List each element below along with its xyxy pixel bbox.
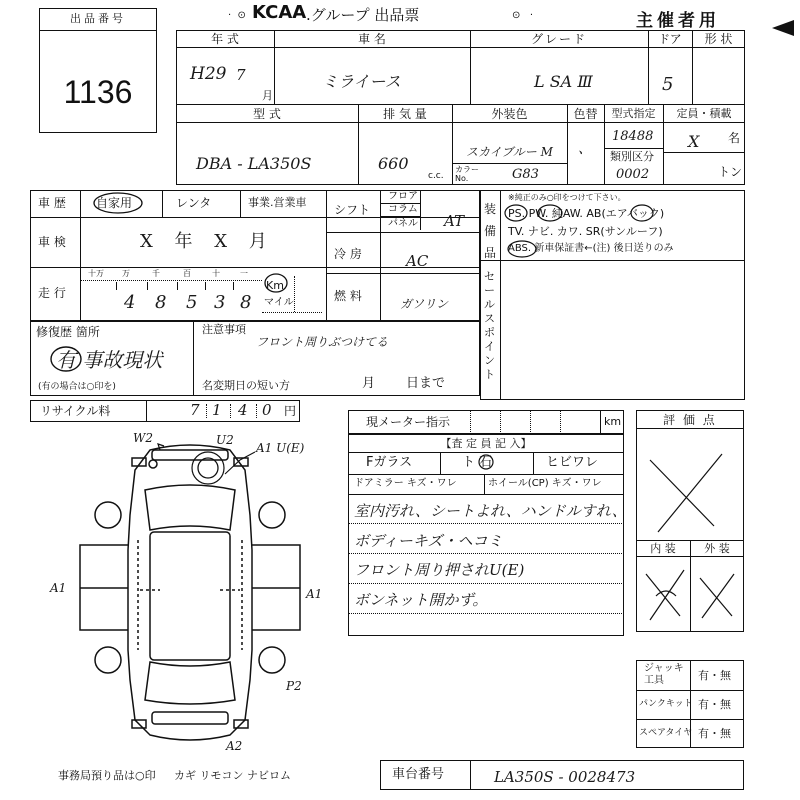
- type-label: 型 式: [253, 107, 281, 121]
- chassis-label: 車台番号: [392, 767, 445, 782]
- chassis-value: LA350S - 0028473: [494, 768, 636, 786]
- equipment-circles: [500, 200, 680, 260]
- color-change-value: 、: [578, 141, 592, 157]
- chip-label: ト 石: [462, 455, 493, 470]
- tons-unit: トン: [718, 165, 743, 179]
- equipment-line2: TV. ナビ. カワ. SR(サンルーフ): [508, 225, 663, 238]
- header-title: .グループ 出品票: [306, 6, 420, 24]
- organizer-label: 主催者用: [636, 11, 720, 31]
- shape-label: 形 状: [704, 32, 733, 46]
- history-label: 車 歴: [38, 196, 66, 210]
- chip-circle: [476, 452, 496, 472]
- diagram-mark-w2: W2: [133, 431, 153, 445]
- mirror-label: ドアミラー キズ・ワレ: [354, 478, 457, 489]
- diagram-mark-a1-ue: A1 U(E): [256, 441, 305, 455]
- meter-label: 現メーター指示: [366, 415, 451, 429]
- header-logo: KCAA: [252, 2, 307, 23]
- shift-column: コラム: [388, 204, 418, 215]
- history-private: 自家用: [96, 196, 133, 210]
- exterior-label: 外 装: [704, 542, 730, 555]
- crack-label: ヒビワレ: [546, 455, 599, 470]
- diagram-mark-u2: U2: [216, 433, 234, 447]
- color-value: スカイブルー M: [466, 145, 553, 159]
- comment-line-3: フロント周り押されU(E): [354, 561, 525, 579]
- km-circle: [262, 272, 292, 294]
- color-no-value: G83: [512, 167, 539, 182]
- comment-line-2: ボディーキズ・ヘコミ: [354, 532, 503, 550]
- interior-crossed: [636, 556, 690, 632]
- model-label: 車 名: [358, 32, 386, 46]
- repair-label: 修復歴 箇所: [36, 325, 100, 339]
- office-note: 事務局預り品は○印: [58, 769, 156, 782]
- aircon-value: AC: [406, 252, 429, 270]
- km-label: Km: [266, 279, 284, 292]
- inspection-value: X 年 X 月: [140, 231, 275, 252]
- history-business: 事業.営業車: [248, 196, 307, 209]
- diagram-mark-a1-right: A1: [306, 587, 323, 601]
- corner-mark: [772, 20, 794, 36]
- glass-label: Fガラス: [366, 455, 413, 470]
- keys-note: カギ リモコン ナビロム: [174, 769, 291, 782]
- diagram-mark-a2: A2: [226, 739, 243, 753]
- fuel-value: ガソリン: [400, 297, 449, 311]
- notes-label: 注意事項: [202, 323, 246, 336]
- category-value: 0002: [616, 167, 650, 182]
- lot-label: 出品番号: [70, 12, 126, 25]
- history-rental: レンタ: [176, 196, 212, 210]
- shift-label: シフト: [334, 203, 371, 217]
- interior-label: 内 装: [650, 542, 676, 555]
- equipment-line1: PS. PW. 純AW. AB(エアバック): [508, 207, 665, 220]
- repair-value: 有 事故現状: [56, 348, 163, 372]
- recycle-label: リサイクル料: [40, 404, 111, 418]
- model-value: ミライース: [322, 72, 401, 91]
- wheel-label: ホイール(CP) キズ・ワレ: [488, 478, 602, 489]
- aircon-label: 冷 房: [334, 247, 362, 261]
- header-dots-right: ⊙ ·: [512, 10, 534, 21]
- repair-circle: [48, 344, 84, 374]
- equipment-line3: ABS. 新車保証書←(注) 後日送りのみ: [508, 243, 674, 254]
- grade-label: グレード: [530, 32, 587, 46]
- color-change-label: 色替: [573, 107, 598, 121]
- color-no-label: カラー No.: [455, 165, 479, 183]
- jack-option: 有・無: [698, 669, 731, 682]
- type-designation-value: 18488: [612, 129, 654, 144]
- lot-number: 1136: [63, 74, 133, 110]
- category-label: 類別区分: [610, 150, 654, 163]
- car-diagram: [40, 430, 340, 760]
- name-change-day: 日まで: [406, 376, 446, 391]
- repair-note: (有の場合は○印を): [38, 382, 116, 392]
- diagram-mark-a1-left: A1: [50, 581, 67, 595]
- doors-label: ドア: [658, 32, 682, 46]
- shift-floor: フロア: [388, 191, 418, 202]
- doors-value: 5: [662, 74, 674, 95]
- lot-box: [39, 8, 157, 133]
- equipment-note: ※純正のみ○印をつけて下さい。: [508, 193, 626, 202]
- month-value: 7: [236, 66, 246, 84]
- sales-point-label: セールスポイント: [484, 270, 495, 381]
- year-value: H29: [190, 64, 227, 84]
- inspector-label: 【査 定 員 記 入】: [440, 437, 532, 450]
- capacity-value: X: [688, 132, 700, 151]
- comment-line-4: ボンネット開かず。: [354, 591, 488, 609]
- type-designation-label: 型式指定: [611, 107, 656, 120]
- displacement-label: 排 気 量: [383, 107, 427, 121]
- puncture-label: パンクキット: [639, 699, 693, 709]
- shift-value: AT: [444, 212, 465, 230]
- displacement-value: 660: [378, 154, 409, 173]
- private-circle: [88, 190, 158, 216]
- meter-unit: km: [604, 415, 622, 428]
- rating-label: 評 価 点: [663, 413, 717, 427]
- equipment-label: 装 備 品: [484, 202, 497, 260]
- recycle-unit: 円: [284, 404, 297, 418]
- header-dots: · ⊙: [228, 10, 246, 21]
- notes-value: フロント周りぶつけてる: [256, 335, 389, 349]
- type-value: DBA - LA350S: [196, 154, 312, 173]
- comment-line-1: 室内汚れ、シートよれ、ハンドルすれ、: [354, 502, 627, 520]
- spare-option: 有・無: [698, 727, 731, 740]
- mile-label: マイル: [264, 297, 294, 308]
- persons-unit: 名: [728, 131, 741, 145]
- puncture-option: 有・無: [698, 698, 731, 711]
- shift-panel: パネル: [388, 218, 418, 229]
- jack-label: ジャッキ 工具: [644, 663, 684, 686]
- inspection-label: 車 検: [38, 235, 66, 249]
- color-label: 外装色: [491, 107, 528, 121]
- rating-crossed: [636, 428, 744, 540]
- capacity-label: 定員・積載: [676, 107, 732, 120]
- grade-value: L SA Ⅲ: [534, 72, 593, 91]
- month-unit: 月: [262, 89, 273, 102]
- cc-unit: c.c.: [428, 171, 444, 181]
- name-change-month: 月: [362, 376, 376, 391]
- mileage-label: 走 行: [38, 286, 66, 300]
- spare-label: スペアタイヤ: [639, 728, 693, 738]
- year-label: 年 式: [211, 32, 239, 46]
- fuel-label: 燃 料: [334, 289, 362, 303]
- name-change-label: 名変期日の短い方: [202, 379, 290, 392]
- exterior-crossed: [690, 556, 744, 632]
- diagram-mark-p2: P2: [286, 679, 302, 693]
